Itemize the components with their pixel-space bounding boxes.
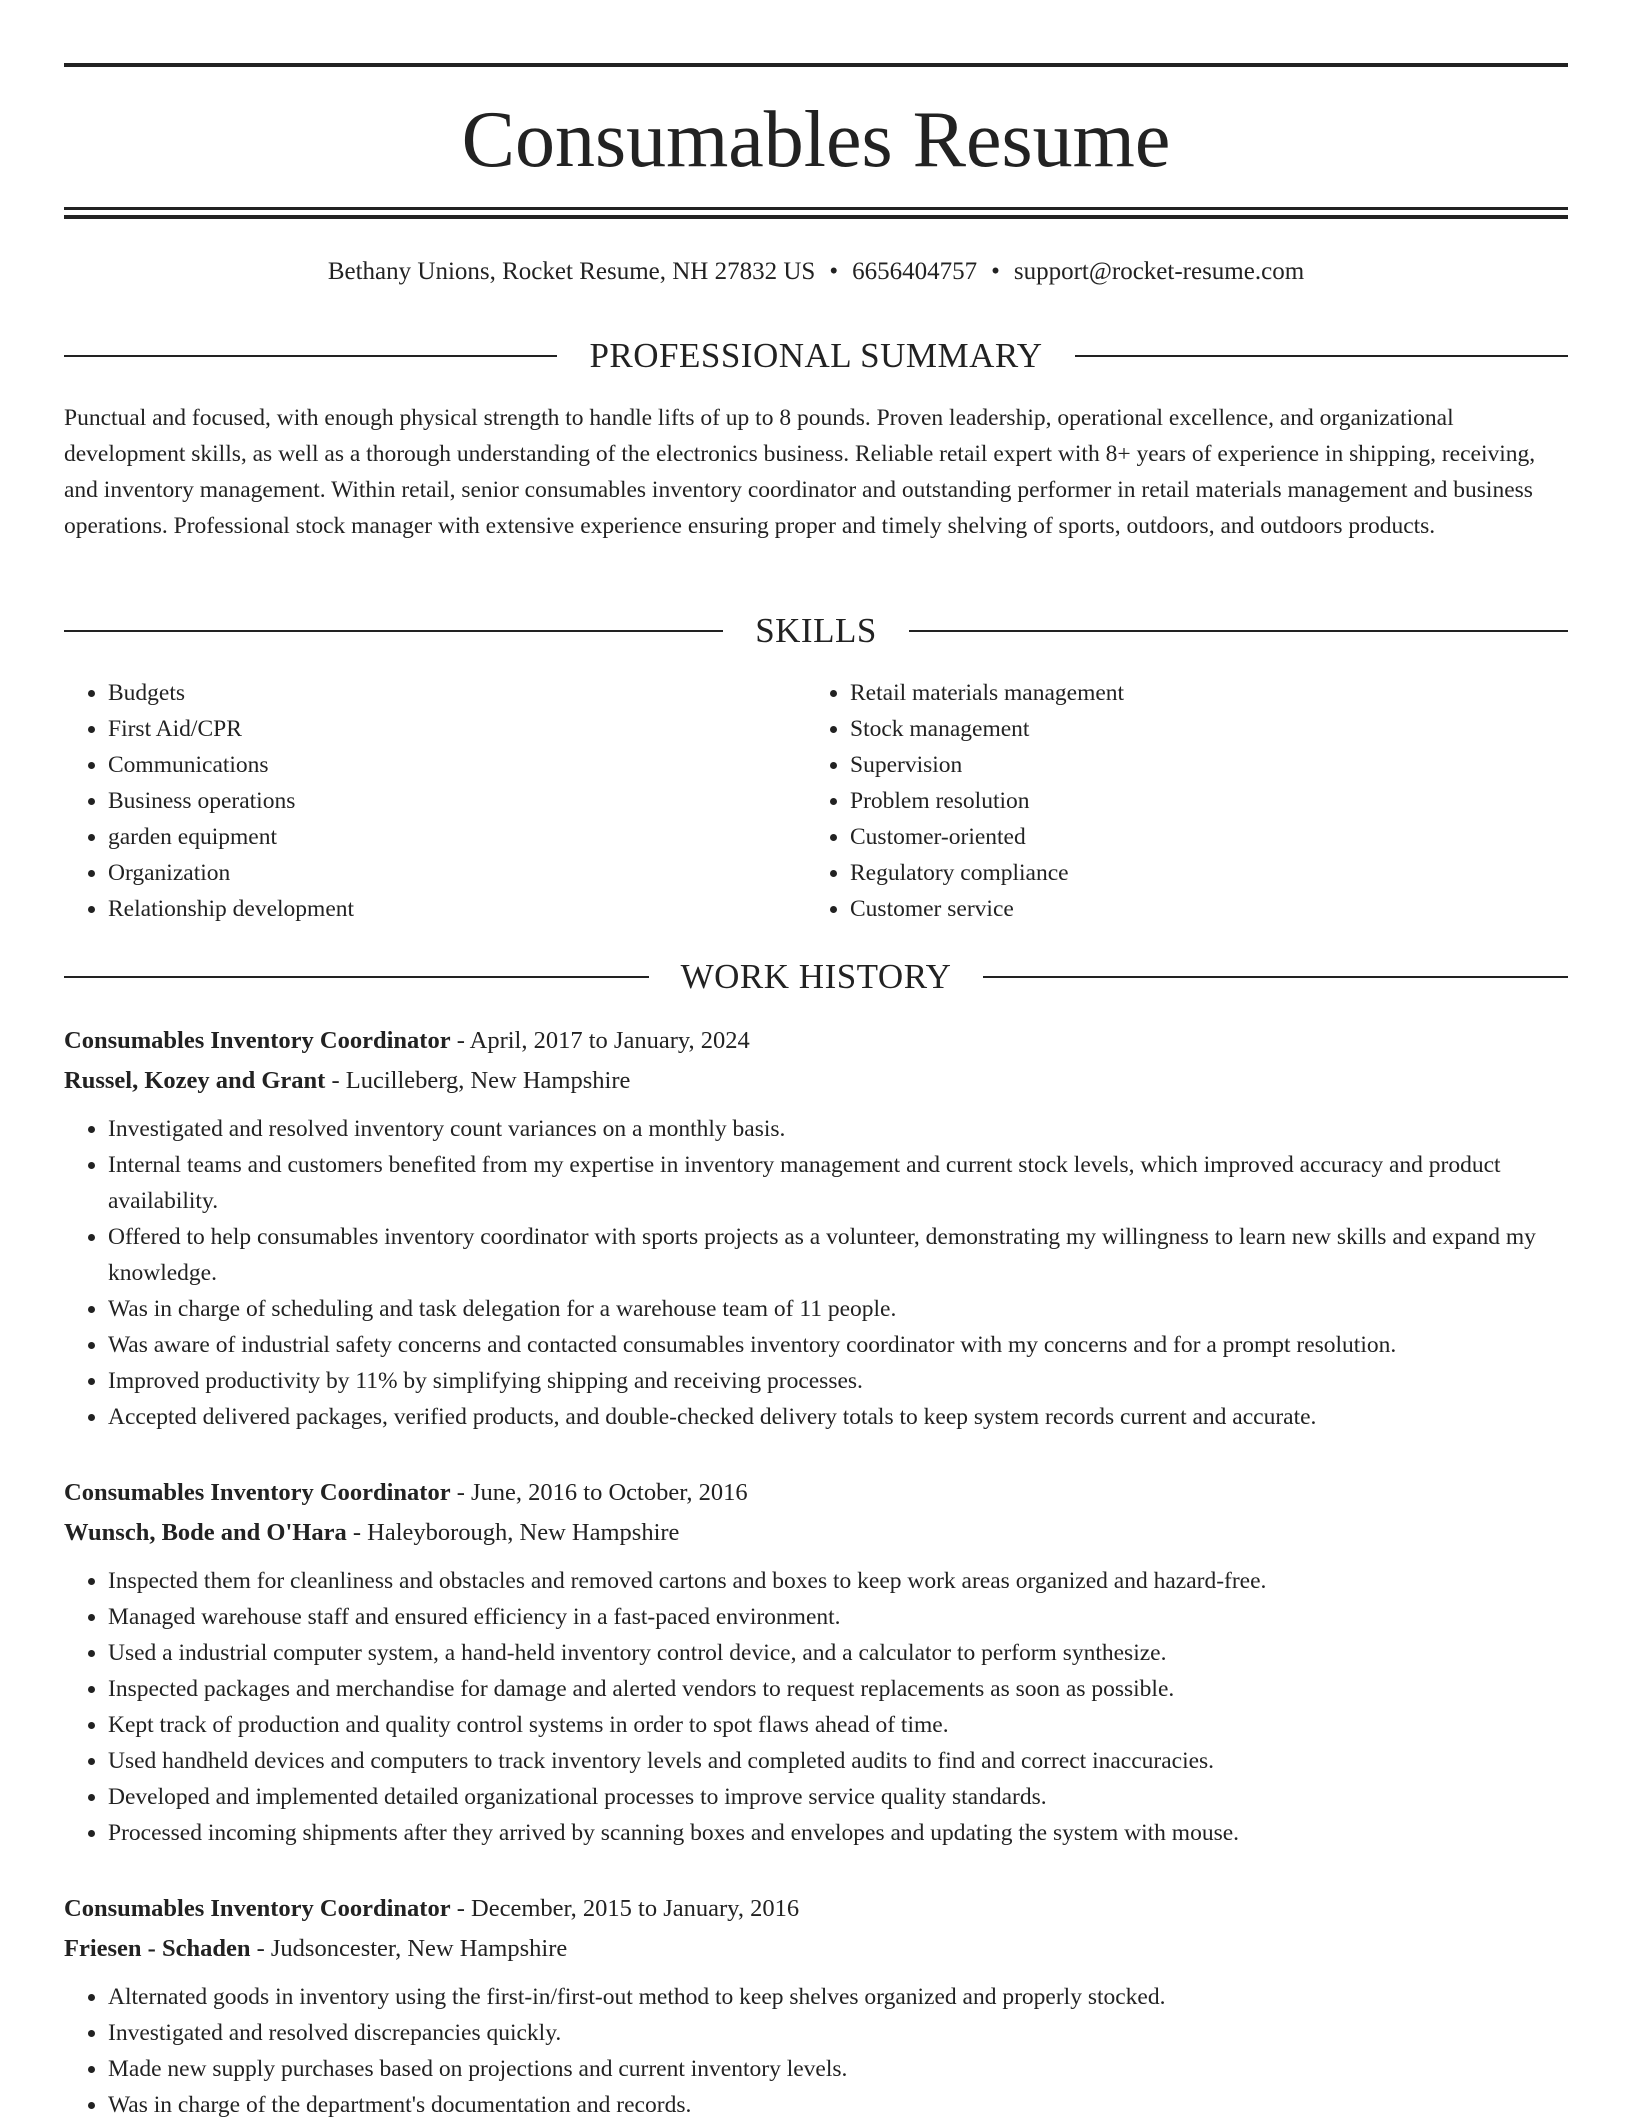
job-company-line <box>64 1513 1568 1553</box>
job-bullet: • Managed warehouse staff and ensured efficiency in a fast-paced environment. <box>108 1599 1568 1635</box>
job-bullet: • Accepted delivered packages, verified products, and double-checked delivery totals to keep system records current and accurate. <box>108 1399 1568 1435</box>
job-bullet: • Used a industrial computer system, a hand-held inventory control device, and a calculator to perform synthesize. <box>108 1635 1568 1671</box>
heading-rule-right <box>983 976 1568 978</box>
job-entry <box>64 1473 1568 1851</box>
job-bullets <box>64 1111 1568 1435</box>
job-bullet: • Investigated and resolved discrepancies quickly. <box>108 2015 1568 2051</box>
skill-item: • garden equipment <box>108 819 806 855</box>
skill-item: • First Aid/CPR <box>108 711 806 747</box>
skill-item: • Problem resolution <box>850 783 1548 819</box>
summary-heading-label: PROFESSIONAL SUMMARY <box>589 336 1043 375</box>
job-bullet: • Was aware of industrial safety concerns and contacted consumables inventory coordinator with my concerns and for a prompt resolution. <box>108 1327 1568 1363</box>
job-bullets <box>64 1563 1568 1851</box>
contact-line <box>64 254 1568 290</box>
job-title-line <box>64 1021 1568 1061</box>
job-bullet: • Made new supply purchases based on projections and current inventory levels. <box>108 2051 1568 2087</box>
skill-item: • Budgets <box>108 675 806 711</box>
skill-item: • Regulatory compliance <box>850 855 1548 891</box>
heading-rule-left <box>64 630 723 632</box>
job-location: - Haleyborough, New Hampshire <box>346 1519 680 1546</box>
skill-item: • Relationship development <box>108 891 806 927</box>
skills-section-heading <box>64 609 1568 653</box>
skill-item: • Customer service <box>850 891 1548 927</box>
job-company: Friesen - Schaden <box>64 1935 251 1962</box>
job-company: Wunsch, Bode and O'Hara <box>64 1519 347 1546</box>
summary-section-heading <box>64 334 1568 378</box>
title-rule-upper <box>64 207 1568 210</box>
skill-item: • Retail materials management <box>850 675 1548 711</box>
skill-item: • Stock management <box>850 711 1548 747</box>
title-rule-lower <box>64 215 1568 219</box>
job-dates: - April, 2017 to January, 2024 <box>450 1027 750 1054</box>
job-title: Consumables Inventory Coordinator <box>64 1027 451 1054</box>
contact-separator: • <box>991 258 1000 285</box>
contact-separator: • <box>829 258 839 285</box>
work-heading-label: WORK HISTORY <box>680 957 952 996</box>
professional-summary: Punctual and focused, with enough physical strength to handle lifts of up to 8 pounds. Proven leadership, operational excellence, and organizational development skills, as well as a thorough understanding of the electronics business. Reliable retail expert with 8+ years of experience in shipping, receiving, and inventory management. Within retail, senior consumables inventory coordinator and outstanding performer in retail materials management and business operations. Professional stock manager with extensive experience ensuring proper and timely shelving of sports, outdoors, and outdoors products. <box>64 405 1536 539</box>
skill-item: • Business operations <box>108 783 806 819</box>
job-company: Russel, Kozey and Grant <box>64 1067 326 1094</box>
job-bullet: • Alternated goods in inventory using the first-in/first-out method to keep shelves organized and properly stocked. <box>108 1979 1568 2015</box>
job-bullet: • Inspected them for cleanliness and obstacles and removed cartons and boxes to keep work areas organized and hazard-free. <box>108 1563 1568 1599</box>
heading-rule-left <box>64 976 649 978</box>
skill-item: • Organization <box>108 855 806 891</box>
job-title: Consumables Inventory Coordinator <box>64 1895 451 1922</box>
skills-column-right <box>806 675 1548 927</box>
skill-item: • Communications <box>108 747 806 783</box>
job-bullet: • Inspected packages and merchandise for damage and alerted vendors to request replacements as soon as possible. <box>108 1671 1568 1707</box>
job-bullet: • Developed and implemented detailed organizational processes to improve service quality standards. <box>108 1779 1568 1815</box>
job-dates: - December, 2015 to January, 2016 <box>450 1895 800 1922</box>
job-dates: - June, 2016 to October, 2016 <box>450 1479 748 1506</box>
job-bullet: • Processed incoming shipments after they arrived by scanning boxes and envelopes and updating the system with mouse. <box>108 1815 1568 1851</box>
job-title-line <box>64 1889 1568 1929</box>
contact-email: support@rocket-resume.com <box>1013 258 1305 285</box>
job-bullet: • Investigated and resolved inventory count variances on a monthly basis. <box>108 1111 1568 1147</box>
contact-address: Bethany Unions, Rocket Resume, NH 27832 US <box>327 258 816 285</box>
job-title-line <box>64 1473 1568 1513</box>
skills-column-left <box>64 675 806 927</box>
job-entry <box>64 1889 1568 2123</box>
skill-item: • Customer-oriented <box>850 819 1548 855</box>
job-bullet: • Improved productivity by 11% by simplifying shipping and receiving processes. <box>108 1363 1568 1399</box>
job-company-line <box>64 1061 1568 1101</box>
job-entry <box>64 1021 1568 1435</box>
job-title: Consumables Inventory Coordinator <box>64 1479 451 1506</box>
job-bullet: • Kept track of production and quality control systems in order to spot flaws ahead of time. <box>108 1707 1568 1743</box>
job-bullet: • Was in charge of scheduling and task delegation for a warehouse team of 11 people. <box>108 1291 1568 1327</box>
job-bullet: • Internal teams and customers benefited from my expertise in inventory management and current stock levels, which improved accuracy and product availability. <box>108 1147 1568 1219</box>
job-company-line <box>64 1929 1568 1969</box>
heading-rule-right <box>1075 355 1568 357</box>
skills-list <box>64 675 1568 927</box>
top-rule <box>64 63 1568 67</box>
job-bullet: • Used handheld devices and computers to track inventory levels and completed audits to find and correct inaccuracies. <box>108 1743 1568 1779</box>
document-title: Consumables Resume <box>461 96 1171 184</box>
job-bullet: • Was in charge of the department's documentation and records. <box>108 2087 1568 2123</box>
skills-heading-label: SKILLS <box>755 611 877 650</box>
job-bullets <box>64 1979 1568 2123</box>
skill-item: • Supervision <box>850 747 1548 783</box>
contact-phone: 6656404757 <box>852 258 978 285</box>
heading-rule-right <box>909 630 1568 632</box>
job-bullet: • Offered to help consumables inventory coordinator with sports projects as a volunteer, demonstrating my willingness to learn new skills and expand my knowledge. <box>108 1219 1568 1291</box>
job-location: - Lucilleberg, New Hampshire <box>325 1067 631 1094</box>
job-location: - Judsoncester, New Hampshire <box>250 1935 568 1962</box>
work-section-heading <box>64 955 1568 999</box>
heading-rule-left <box>64 355 557 357</box>
